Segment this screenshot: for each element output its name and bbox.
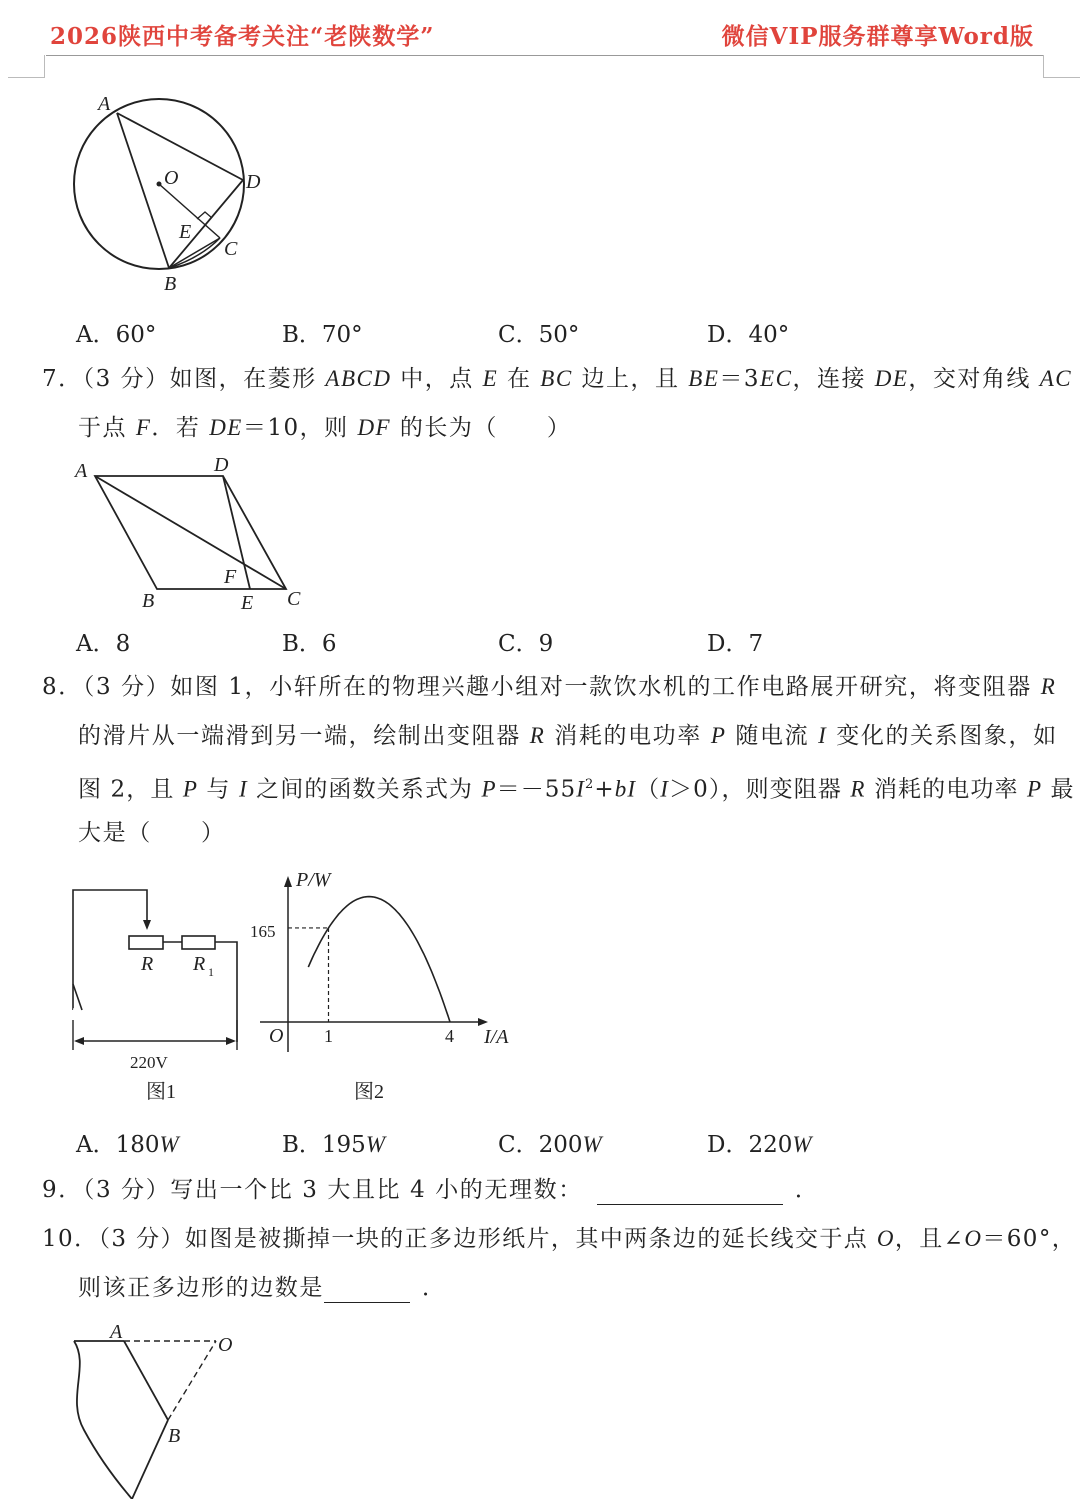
power-curve [308, 897, 450, 1022]
q7-label-E: E [241, 592, 254, 614]
q10-label-O: O [218, 1334, 233, 1356]
q8-option-c: C．200W [498, 1132, 602, 1158]
q10-label-B: B [168, 1425, 181, 1447]
q8-circuit-figure [60, 880, 260, 1105]
q8-circuit-label-R1-sub: 1 [208, 965, 214, 979]
q6-option-d: D．40° [707, 322, 790, 348]
q6-option-a: A．60° [76, 322, 157, 348]
q6-label-C: C [224, 238, 238, 260]
y-tick-165: 165 [250, 922, 276, 941]
q7-line-1: 7．（3 分）如图，在菱形 ABCD 中，点 E 在 BC 边上，且 BE＝3EC，连接 DE，交对角线 AC [42, 366, 1073, 392]
q6-option-b: B．70° [282, 322, 363, 348]
q7-option-a: A．8 [76, 631, 131, 657]
q10-line-2: 则该正多边形的边数是 ． [78, 1275, 447, 1301]
q8-line-3: 图 2，且 P 与 I 之间的函数关系式为 $P=-55I^2+bI(I>0)$，则变阻器 R 消耗的电功率 P 最 [78, 776, 1075, 803]
x-tick-4: 4 [445, 1026, 454, 1046]
q8-line-4: 大是（ ） [78, 820, 226, 846]
q7-label-B: B [142, 590, 155, 612]
q9-answer-blank[interactable] [597, 1182, 783, 1205]
q6-circle-figure [60, 88, 280, 298]
q8-figure2-caption: 图2 [354, 1081, 384, 1103]
q7-label-F: F [224, 566, 237, 588]
x-axis-label: I/A [484, 1026, 509, 1048]
q8-option-b: B．195W [282, 1132, 385, 1158]
q8-line-2: 的滑片从一端滑到另一端，绘制出变阻器 R 消耗的电功率 P 随电流 I 变化的关系图象，如 [78, 723, 1058, 749]
q10-line-1: 10．（3 分）如图是被撕掉一块的正多边形纸片，其中两条边的延长线交于点 O，且∠O＝60°， [42, 1226, 1077, 1252]
q8-line-1: 8．（3 分）如图 1，小轩所在的物理兴趣小组对一款饮水机的工作电路展开研究，将变阻器 R [42, 674, 1057, 700]
q10-answer-blank[interactable] [324, 1280, 410, 1303]
q8-option-a: A．180W [76, 1132, 179, 1158]
q10-label-A: A [110, 1321, 123, 1343]
header-left-title: 2026陕西中考备考关注“老陕数学” [50, 23, 435, 50]
header-right-title: 微信VIP服务群尊享Word版 [721, 23, 1034, 50]
page-corner-mark-left [8, 55, 45, 78]
header-divider [46, 55, 1044, 56]
q8-circuit-label-R1: R [193, 953, 206, 975]
q9-line: 9．（3 分）写出一个比 3 大且比 4 小的无理数： ． [42, 1177, 820, 1203]
q7-option-d: D．7 [707, 631, 764, 657]
q8-circuit-label-R: R [141, 953, 154, 975]
q7-rhombus-figure [66, 452, 316, 617]
q7-option-b: B．6 [282, 631, 337, 657]
y-axis-label: P/W [296, 869, 331, 891]
q7-label-C: C [287, 588, 301, 610]
x-tick-1: 1 [324, 1026, 333, 1046]
q6-label-A: A [98, 93, 111, 115]
q7-label-D: D [214, 454, 229, 476]
q8-option-d: D．220W [707, 1132, 812, 1158]
q6-label-E: E [179, 221, 192, 243]
q6-label-O: O [164, 167, 179, 189]
q7-label-A: A [75, 460, 88, 482]
q7-line-2: 于点 F．若 DE＝10，则 DF 的长为（ ） [78, 415, 572, 441]
q8-power-graph [248, 866, 528, 1106]
q8-figure1-caption: 图1 [146, 1081, 176, 1103]
q6-option-c: C．50° [498, 322, 580, 348]
origin-label: O [269, 1025, 284, 1047]
q8-circuit-voltage: 220V [130, 1053, 168, 1072]
q6-label-D: D [246, 171, 261, 193]
page-corner-mark-right [1043, 55, 1080, 78]
q6-label-B: B [164, 273, 177, 295]
q7-option-c: C．9 [498, 631, 554, 657]
q10-polygon-figure [62, 1318, 262, 1499]
